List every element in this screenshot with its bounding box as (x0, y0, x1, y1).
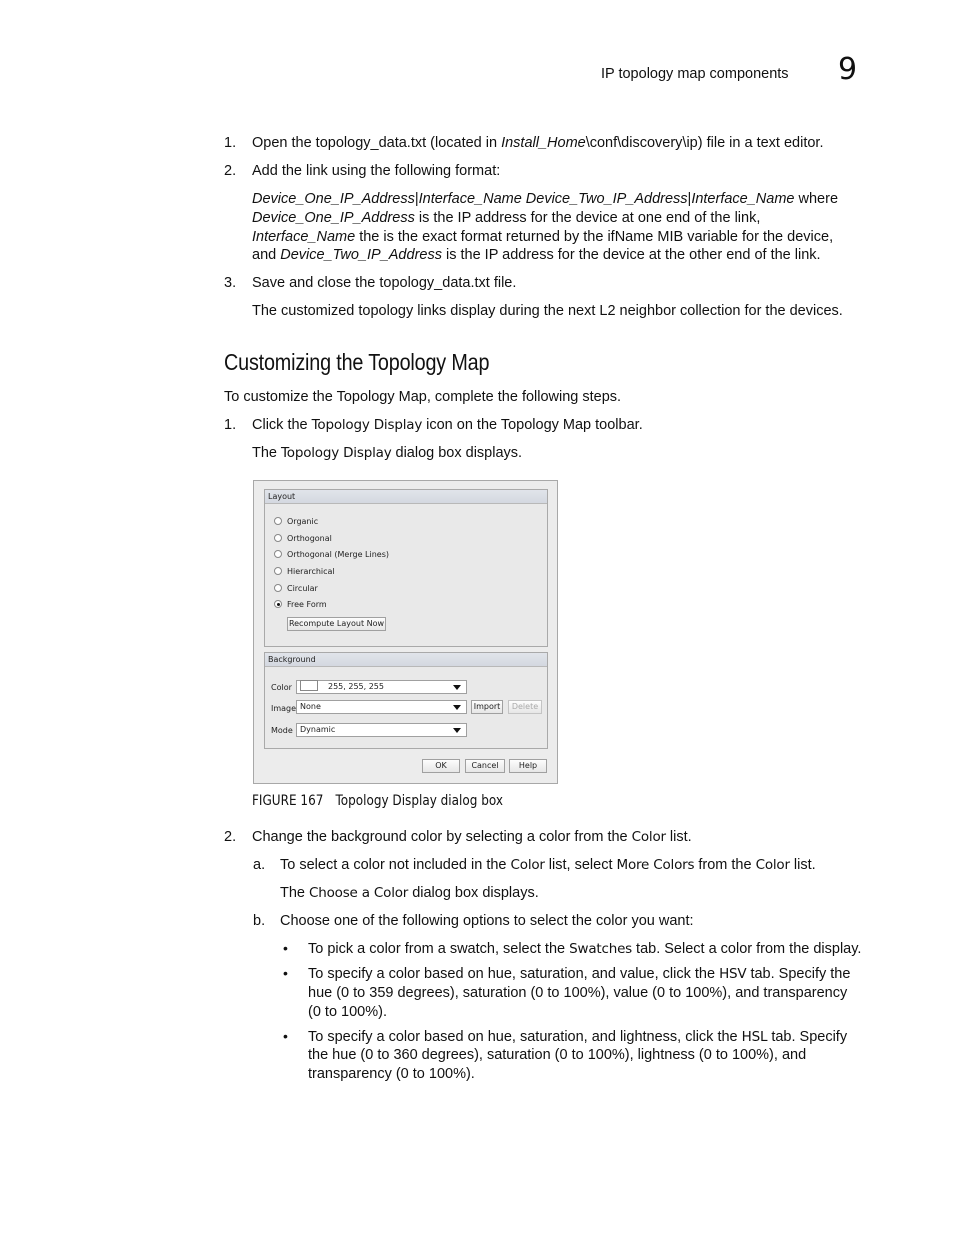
step-text: Open the topology_data.txt (located in Install_Home\conf\discovery\ip) file in a text editor. (252, 135, 824, 151)
hierarchical-label: Hierarchical (287, 567, 335, 576)
step-text: Save and close the topology_data.txt file. (252, 275, 517, 291)
image-value: None (300, 702, 321, 711)
result-text: The Choose a Color dialog box displays. (280, 885, 539, 901)
orthogonal-merge-label: Orthogonal (Merge Lines) (287, 550, 389, 559)
figure-title: Topology Display dialog box (335, 793, 503, 809)
circular-radio[interactable] (274, 584, 282, 592)
result-text: The Topology Display dialog box displays. (252, 445, 523, 461)
layout-group-title: Layout (268, 492, 296, 501)
mode-select[interactable] (296, 723, 467, 737)
step-number: 2. (224, 829, 237, 845)
help-button[interactable]: Help (509, 759, 547, 773)
orthogonal-merge-radio[interactable] (274, 550, 282, 558)
layout-group (264, 489, 548, 647)
import-button[interactable]: Import (471, 700, 503, 714)
color-swatch (300, 680, 318, 691)
bullet-icon: • (283, 940, 288, 956)
format-line-4: and Device_Two_IP_Address is the IP address for the device at the other end of the link. (252, 247, 821, 263)
circular-label: Circular (287, 584, 318, 593)
mode-label: Mode (271, 726, 293, 735)
bullet-text: transparency (0 to 100%). (308, 1066, 475, 1082)
image-select[interactable] (296, 700, 467, 714)
substep-text: To select a color not included in the Color list, select More Colors from the Color list. (280, 857, 816, 873)
format-line-1: Device_One_IP_Address|Interface_Name Device_Two_IP_Address|Interface_Name where (252, 191, 839, 207)
color-label: Color (271, 683, 292, 692)
color-select[interactable] (296, 680, 467, 694)
step-text: Click the Topology Display icon on the Topology Map toolbar. (252, 417, 643, 433)
orthogonal-radio[interactable] (274, 534, 282, 542)
bullet-icon: • (283, 1028, 288, 1044)
free-form-radio[interactable] (274, 600, 282, 608)
background-group-title: Background (268, 655, 316, 664)
step-number: 3. (224, 275, 237, 291)
color-value: 255, 255, 255 (328, 682, 384, 691)
section-intro: To customize the Topology Map, complete the following steps. (224, 389, 622, 405)
hierarchical-radio[interactable] (274, 567, 282, 575)
bullet-text: (0 to 100%). (308, 1004, 387, 1020)
step-text: Add the link using the following format: (252, 163, 501, 179)
organic-radio[interactable] (274, 517, 282, 525)
ok-button[interactable]: OK (422, 759, 460, 773)
topology-display-dialog (253, 480, 558, 784)
result-text: The customized topology links display during the next L2 neighbor collection for the devices. (252, 303, 843, 319)
bullet-text: the hue (0 to 360 degrees), saturation (0 to 100%), lightness (0 to 100%), and (308, 1047, 807, 1063)
step-number: 1. (224, 417, 237, 433)
recompute-layout-button[interactable]: Recompute Layout Now (287, 617, 386, 631)
delete-button[interactable]: Delete (508, 700, 542, 714)
chevron-down-icon (453, 685, 461, 690)
chapter-number: 9 (838, 52, 858, 87)
organic-label: Organic (287, 517, 319, 526)
figure-label: FIGURE 167 (252, 793, 324, 809)
step-number: 2. (224, 163, 237, 179)
format-line-3: Interface_Name the is the exact format returned by the ifName MIB variable for the device, (252, 229, 834, 245)
bullet-text: To specify a color based on hue, saturation, and lightness, click the HSL tab. Specify (308, 1029, 848, 1045)
free-form-label: Free Form (287, 600, 327, 609)
mode-value: Dynamic (300, 725, 336, 734)
bullet-text: To pick a color from a swatch, select the Swatches tab. Select a color from the display. (308, 941, 862, 957)
orthogonal-label: Orthogonal (287, 534, 332, 543)
substep-letter: a. (253, 857, 266, 873)
step-number: 1. (224, 135, 237, 151)
bullet-text: To specify a color based on hue, saturation, and value, click the HSV tab. Specify the (308, 966, 851, 982)
substep-text: Choose one of the following options to select the color you want: (280, 913, 694, 929)
cancel-button[interactable]: Cancel (465, 759, 505, 773)
image-label: Image (271, 704, 297, 713)
bullet-icon: • (283, 965, 288, 981)
substep-letter: b. (253, 913, 266, 929)
chevron-down-icon (453, 728, 461, 733)
figure-caption (252, 793, 503, 809)
background-group (264, 652, 548, 749)
bullet-text: hue (0 to 359 degrees), saturation (0 to 100%), value (0 to 100%), and transparency (308, 985, 848, 1001)
format-line-2: Device_One_IP_Address is the IP address for the device at one end of the link, (252, 210, 761, 226)
section-heading: Customizing the Topology Map (224, 349, 490, 375)
step-text: Change the background color by selecting a color from the Color list. (252, 829, 692, 845)
running-header-title: IP topology map components (601, 66, 789, 82)
chevron-down-icon (453, 705, 461, 710)
